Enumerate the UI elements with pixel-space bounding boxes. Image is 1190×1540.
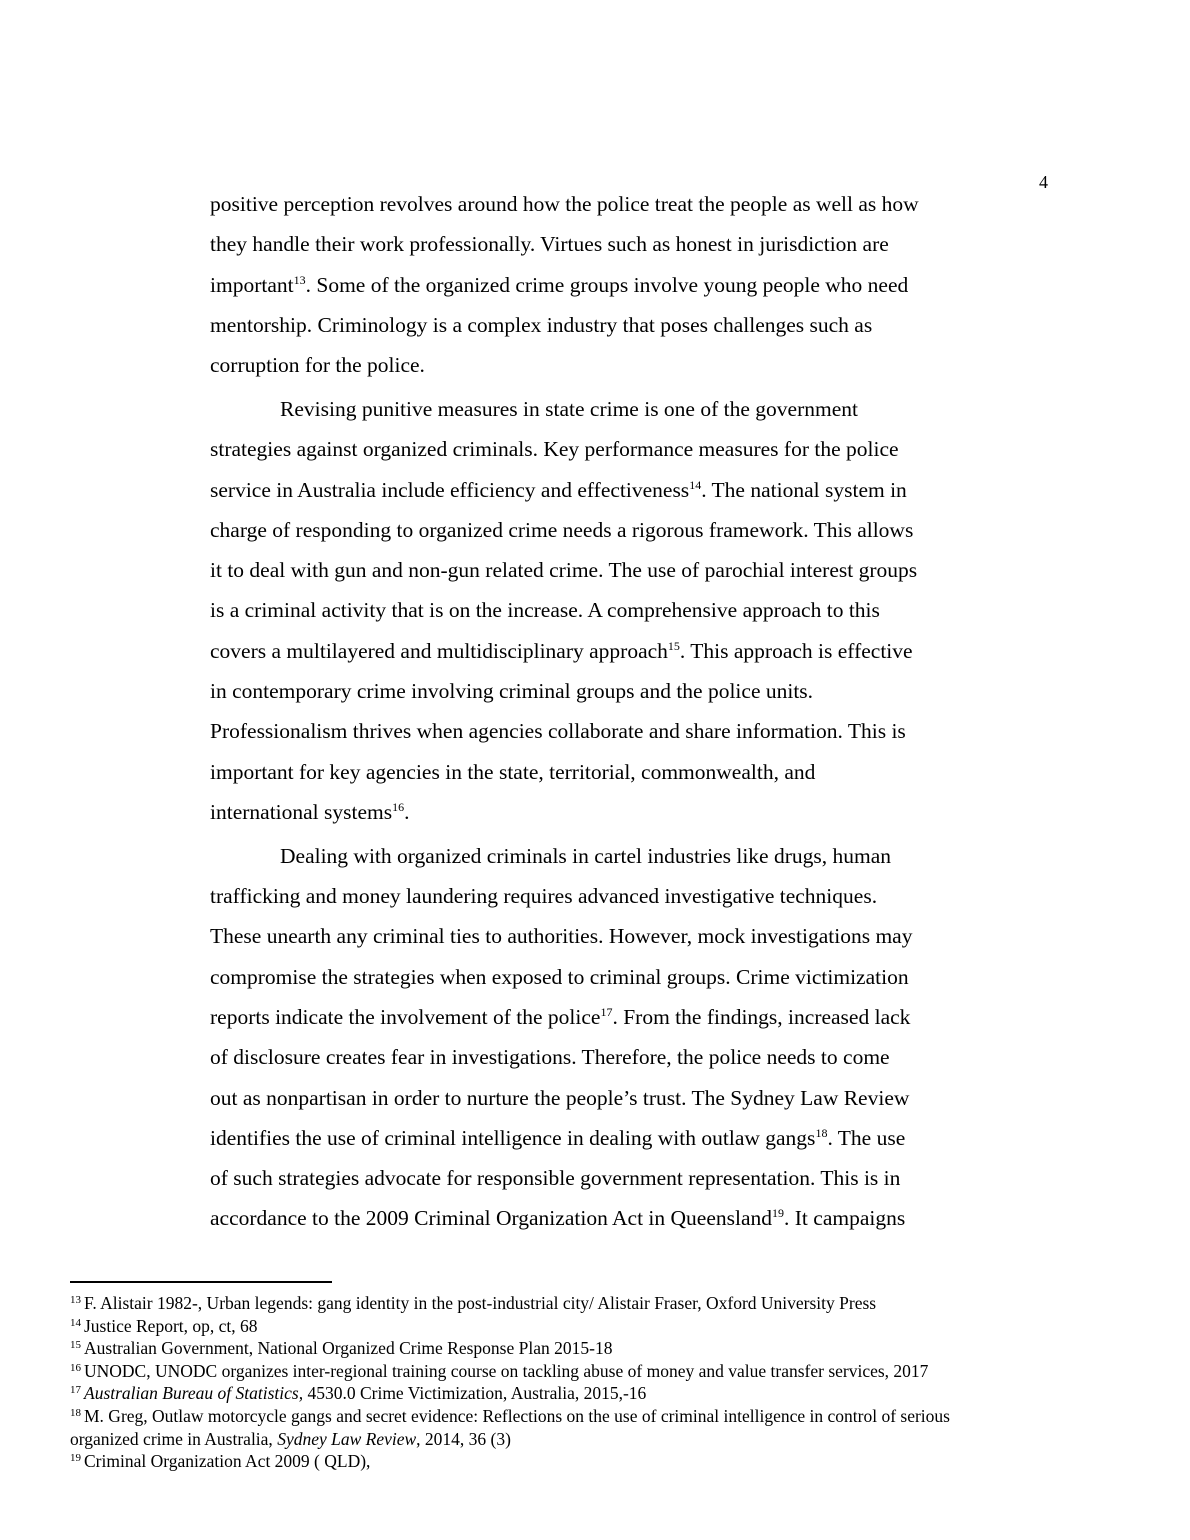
text-line: accordance to the 2009 Criminal Organization Act in Queensland$^{19}$. It campaigns: [210, 1206, 906, 1231]
text-line: reports indicate the involvement of the police$^{17}$. From the findings, increased lack: [210, 1004, 911, 1029]
footnote-13: $^{13}$ F. Alistair 1982-, Urban legends: gang identity in the post-industrial city/ Alistair Fraser, Oxford University Press: [70, 1293, 877, 1313]
footnote-19: $^{19}$ Criminal Organization Act 2009 ( QLD),: [70, 1451, 371, 1472]
text-line: covers a multilayered and multidisciplinary approach$^{15}$. This approach is effective: [210, 638, 913, 663]
footnotes-section: [70, 1281, 1170, 1473]
text-line: corruption for the police.: [210, 353, 425, 378]
text-line: These unearth any criminal ties to authorities. However, mock investigations may: [210, 924, 913, 949]
footnote-separator: [70, 1281, 332, 1283]
text-line: compromise the strategies when exposed to criminal groups. Crime victimization: [210, 964, 909, 989]
text-line: important for key agencies in the state, territorial, commonwealth, and: [210, 759, 816, 784]
text-line: is a criminal activity that is on the increase. A comprehensive approach to this: [210, 598, 880, 623]
footnote-18: $^{18}$ M. Greg, Outlaw motorcycle gangs and secret evidence: Reflections on the use of criminal intelligence in control of serious: [70, 1405, 950, 1426]
footnote-14: $^{14}$ Justice Report, op, ct, 68: [70, 1315, 258, 1336]
footnote-marker: 17: [70, 1384, 81, 1397]
footnote-ref-18[interactable]: 18: [815, 1125, 828, 1140]
text-line: mentorship. Criminology is a complex industry that poses challenges such as: [210, 312, 873, 337]
text-line: Dealing with organized criminals in cartel industries like drugs, human: [280, 843, 892, 868]
footnote-marker: 19: [70, 1452, 81, 1465]
page-number: 4: [1039, 172, 1048, 192]
footnote-17: $^{17}$ Australian Bureau of Statistics, 4530.0 Crime Victimization, Australia, 2015,-16: [70, 1383, 647, 1404]
footnote-marker: 14: [70, 1316, 81, 1329]
footnote-marker: 13: [70, 1294, 81, 1306]
text-line: charge of responding to organized crime needs a rigorous framework. This allows: [210, 517, 914, 542]
footnote-marker: 15: [70, 1339, 81, 1352]
footnote-16: $^{16}$ UNODC, UNODC organizes inter-regional training course on tackling abuse of money and value transfer services, 2017: [70, 1360, 929, 1381]
footnote-ref-14[interactable]: 14: [689, 477, 702, 492]
text-line: strategies against organized criminals. Key performance measures for the police: [210, 437, 899, 462]
text-line: service in Australia include efficiency and effectiveness$^{14}$. The national system in: [210, 477, 907, 502]
text-line: trafficking and money laundering requires advanced investigative techniques.: [210, 884, 878, 909]
footnote-18-continued: organized crime in Australia, Sydney Law Review, 2014, 36 (3): [70, 1428, 511, 1449]
text-line: Professionalism thrives when agencies collaborate and share information. This is: [210, 719, 906, 744]
footnote-15: $^{15}$ Australian Government, National Organized Crime Response Plan 2015-18: [70, 1338, 613, 1359]
text-line: they handle their work professionally. Virtues such as honest in jurisdiction are: [210, 232, 889, 257]
paragraph: [210, 184, 990, 385]
footnote-ref-15[interactable]: 15: [667, 638, 680, 653]
text-line: out as nonpartisan in order to nurture the people’s trust. The Sydney Law Review: [210, 1085, 910, 1110]
paragraph: [210, 389, 990, 832]
footnote-marker: 16: [70, 1361, 81, 1374]
text-line: of disclosure creates fear in investigations. Therefore, the police needs to come: [210, 1045, 890, 1070]
text-line: of such strategies advocate for responsible government representation. This is in: [210, 1166, 901, 1191]
text-line: Revising punitive measures in state crime is one of the government: [280, 396, 858, 421]
text-line: in contemporary crime involving criminal groups and the police units.: [210, 679, 814, 704]
footnote-ref-17[interactable]: 17: [600, 1004, 613, 1019]
footnote-ref-16[interactable]: 16: [392, 799, 405, 814]
footnote-ref-13[interactable]: 13: [293, 272, 306, 287]
text-line: it to deal with gun and non-gun related crime. The use of parochial interest groups: [210, 558, 918, 583]
footnote-ref-19[interactable]: 19: [772, 1206, 785, 1221]
text-line: positive perception revolves around how the police treat the people as well as how: [210, 192, 919, 216]
text-line: international systems$^{16}$.: [210, 799, 410, 824]
footnote-marker: 18: [70, 1406, 81, 1419]
paragraph: [210, 836, 990, 1239]
body-text: [210, 184, 990, 1239]
text-line: identifies the use of criminal intelligence in dealing with outlaw gangs$^{18}$. The use: [210, 1125, 906, 1150]
text-line: important$^{13}$. Some of the organized crime groups involve young people who need: [210, 272, 909, 297]
